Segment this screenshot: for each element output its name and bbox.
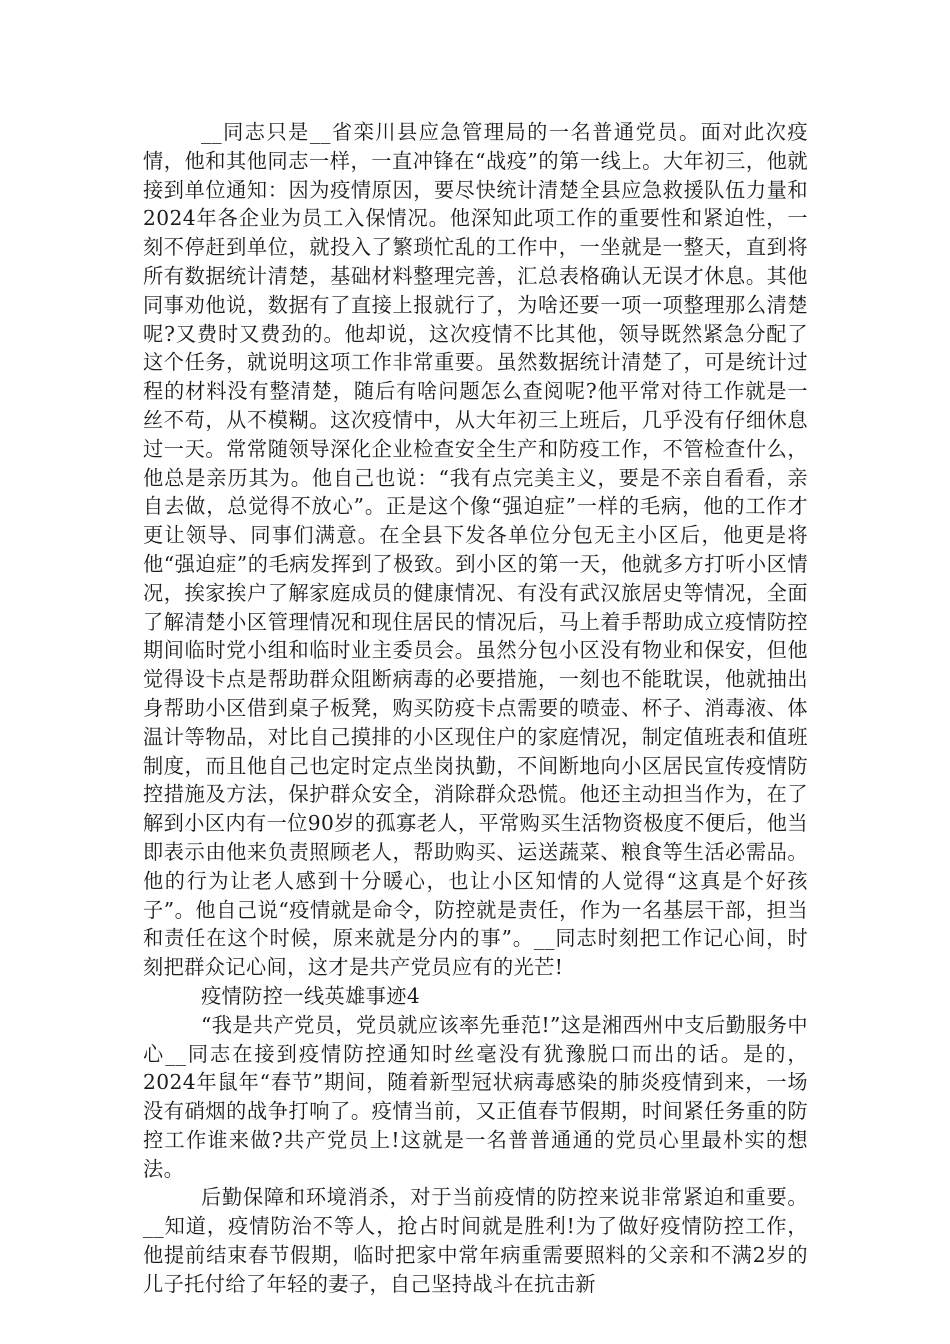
document-body [143,118,808,1299]
paragraph-body: 后勤保障和环境消杀，对于当前疫情的防控来说非常紧迫和重要。__知道，疫情防治不等人，抢占时间就是胜利!为了做好疫情防控工作，他提前结束春节假期，临时把家中常年病重需要照料的父亲和不满2岁的儿子托付给了年轻的妻子，自己坚持战斗在抗击新 [143,1185,808,1296]
paragraph-body: “我是共产党员，党员就应该率先垂范!”这是湘西州中支后勤服务中心__同志在接到疫情防控通知时丝毫没有犹豫脱口而出的话。是的，2024年鼠年“春节”期间，随着新型冠状病毒感染的肺炎疫情到来，一场没有硝烟的战争打响了。疫情当前，又正值春节假期，时间紧任务重的防控工作谁来做?共产党员上!这就是一名普普通通的党员心里最朴实的想法。 [143,1012,808,1181]
paragraph-body: __同志只是__省栾川县应急管理局的一名普通党员。面对此次疫情，他和其他同志一样，一直冲锋在“战疫”的第一线上。大年初三，他就接到单位通知：因为疫情原因，要尽快统计清楚全县应急救援队伍力量和2024年各企业为员工入保情况。他深知此项工作的重要性和紧迫性，一刻不停赶到单位，就投入了繁琐忙乱的工作中，一坐就是一整天，直到将所有数据统计清楚，基础材料整理完善，汇总表格确认无误才休息。其他同事劝他说，数据有了直接上报就行了，为啥还要一项一项整理那么清楚呢?又费时又费劲的。他却说，这次疫情不比其他，领导既然紧急分配了这个任务，就说明这项工作非常重要。虽然数据统计清楚了，可是统计过程的材料没有整清楚，随后有啥问题怎么查阅呢?他平常对待工作就是一丝不苟，从不模糊。这次疫情中，从大年初三上班后，几乎没有仔细休息过一天。常常随领导深化企业检查安全生产和防疫工作，不管检查什么，他总是亲历其为。他自己也说：“我有点完美主义，要是不亲自看看，亲自去做，总觉得不放心”。正是这个像“强迫症”一样的毛病，他的工作才更让领导、同事们满意。在全县下发各单位分包无主小区后，他更是将他“强迫症”的毛病发挥到了极致。到小区的第一天，他就多方打听小区情况，挨家挨户了解家庭成员的健康情况、有没有武汉旅居史等情况，全面了解清楚小区管理情况和现住居民的情况后，马上着手帮助成立疫情防控期间临时党小组和临时业主委员会。虽然分包小区没有物业和保安，但他觉得设卡点是帮助群众阻断病毒的必要措施，一刻也不能耽误，他就抽出身帮助小区借到桌子板凳，购买防疫卡点需要的喷壶、杯子、消毒液、体温计等物品，对比自己摸排的小区现住户的家庭情况，制定值班表和值班制度，而且他自己也定时定点坐岗执勤，不间断地向小区居民宣传疫情防控措施及方法，保护群众安全，消除群众恐慌。他还主动担当作为，在了解到小区内有一位90岁的孤寡老人，平常购买生活物资极度不便后，他当即表示由他来负责照顾老人，帮助购买、运送蔬菜、粮食等生活必需品。他的行为让老人感到十分暖心，也让小区知情的人觉得“这真是个好孩子”。他自己说“疫情就是命令，防控就是责任，作为一名基层干部，担当和责任在这个时候，原来就是分内的事”。__同志时刻把工作记心间，时刻把群众记心间，这才是共产党员应有的光芒! [143,120,808,980]
section-heading: 疫情防控一线英雄事迹4 [201,983,421,1008]
